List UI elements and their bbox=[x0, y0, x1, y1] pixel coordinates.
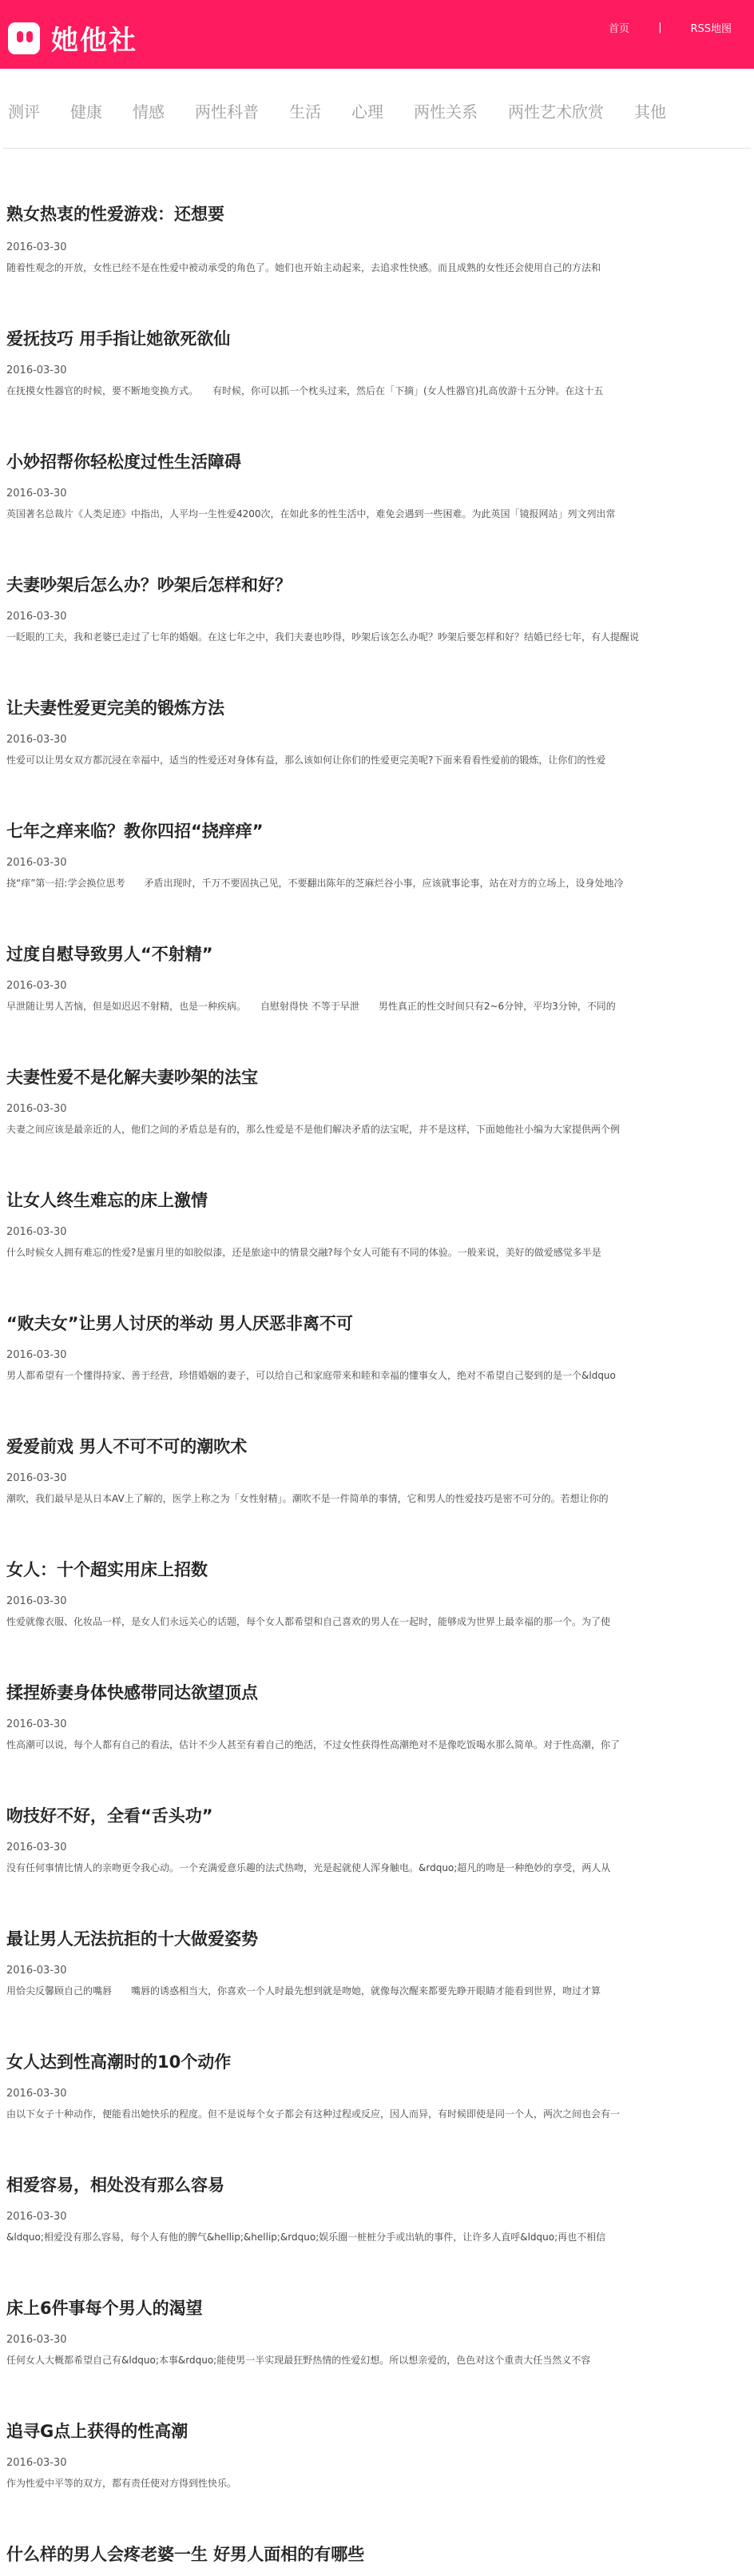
post-excerpt: 没有任何事情比情人的亲吻更令我心动。一个充满爱意乐趣的法式热吻，光是起就使人浑身触电。&rdquo;超凡的吻是一种绝妙的享受，两人从 bbox=[6, 1862, 611, 1873]
post-title[interactable]: 爱爱前戏 男人不可不可的潮吹术 bbox=[6, 1437, 248, 1456]
post-date: 2016-03-30 bbox=[6, 241, 67, 253]
post-item bbox=[6, 1503, 748, 1626]
post-date: 2016-03-30 bbox=[6, 1226, 67, 1238]
post-title[interactable]: 吻技好不好，全看“舌头功” bbox=[6, 1806, 213, 1825]
post-title[interactable]: “败夫女”让男人讨厌的举动 男人厌恶非离不可 bbox=[6, 1314, 353, 1333]
post-item bbox=[6, 1133, 748, 1256]
post-item bbox=[6, 2364, 748, 2487]
post-item bbox=[6, 272, 748, 395]
post-title[interactable]: 小妙招帮你轻松度过性生活障碍 bbox=[6, 452, 241, 472]
post-excerpt: 英国著名总裁片《人类足迹》中指出，人平均一生性爱4200次，在如此多的性生活中，难免会遇到一些困难。为此英国「镜报网站」列文列出常 bbox=[6, 508, 616, 520]
post-excerpt: 潮吹，我们最早是从日本AV上了解的，医学上称之为「女性射精」。潮吹不是一件简单的事情，它和男人的性爱技巧是密不可分的。若想让你的 bbox=[6, 1493, 609, 1504]
rss-map-link[interactable]: RSS地图 bbox=[690, 23, 732, 35]
post-title[interactable]: 七年之痒来临？教你四招“挠痒痒” bbox=[6, 822, 264, 841]
post-date: 2016-03-30 bbox=[6, 2457, 67, 2469]
post-date: 2016-03-30 bbox=[6, 857, 67, 869]
post-item bbox=[6, 1626, 748, 1749]
post-item bbox=[6, 1380, 748, 1503]
post-item bbox=[6, 1749, 748, 1872]
post-excerpt: 一眨眼的工夫，我和老婆已走过了七年的婚姻。在这七年之中，我们夫妻也吵得，吵架后该怎么办呢？吵架后要怎样和好？结婚已经七年，有人提醒说 bbox=[6, 631, 640, 643]
post-excerpt: 性爱可以让男女双方都沉浸在幸福中，适当的性爱还对身体有益，那么该如何让你们的性爱更完美呢?下面来看看性爱前的锻炼，让你们的性爱 bbox=[6, 754, 606, 766]
post-excerpt: &ldquo;相爱没有那么容易，每个人有他的脾气&hellip;&hellip;&rdquo;娱乐圈一桩桩分手或出轨的事件，让许多人直呼&ldquo;再也不相信 bbox=[6, 2232, 606, 2243]
post-title[interactable]: 什么样的男人会疼老婆一生 好男人面相的有哪些 bbox=[6, 2545, 365, 2564]
category-nav bbox=[3, 69, 751, 149]
post-excerpt: 在抚摸女性器官的时候，要不断地变换方式。 有时候，你可以抓一个枕头过来，然后在「下摘」(女人性器官)扎高放游十五分钟。在这十五 bbox=[6, 385, 604, 396]
post-title[interactable]: 揉捏娇妻身体快感带同达欲望顶点 bbox=[6, 1683, 258, 1702]
logo-icon bbox=[8, 22, 40, 54]
post-item bbox=[6, 764, 748, 887]
post-item bbox=[6, 2241, 748, 2364]
post-excerpt: 作为性爱中平等的双方，都有责任使对方得到性快乐。 bbox=[6, 2478, 237, 2489]
post-title[interactable]: 床上6件事每个男人的渴望 bbox=[6, 2299, 203, 2318]
post-excerpt: 用恰尖反馨顾自己的嘴唇 嘴唇的诱惑相当大，你喜欢一个人时最先想到就是吻她，就像每次醒来都要先睁开眼睛才能看到世界，吻过才算 bbox=[6, 1985, 601, 1997]
home-link[interactable]: 首页 bbox=[609, 23, 630, 35]
post-date: 2016-03-30 bbox=[6, 734, 67, 746]
post-excerpt: 挠“痒”第一招:学会换位思考 矛盾出现时，千万不要固执己见，不要翻出陈年的芝麻烂谷小事，应该就事论事，站在对方的立场上，设身处地冷 bbox=[6, 878, 624, 889]
post-item bbox=[6, 1995, 748, 2118]
nav-item-life[interactable]: 生活 bbox=[289, 102, 321, 121]
nav-item-emotion[interactable]: 情感 bbox=[133, 102, 165, 121]
post-item bbox=[6, 395, 748, 518]
link-separator: | bbox=[658, 22, 662, 34]
post-excerpt: 夫妻之间应该是最亲近的人，他们之间的矛盾总是有的，那么性爱是不是他们解决矛盾的法宝呢，并不是这样，下面她他社小编为大家提供两个例 bbox=[6, 1124, 621, 1135]
nav-item-art[interactable]: 两性艺术欣赏 bbox=[508, 102, 604, 121]
post-excerpt: 性高潮可以说，每个人都有自己的看法，估计不少人甚至有着自己的绝活，不过女性获得性高潮绝对不是像吃饭喝水那么简单。对于性高潮，你了 bbox=[6, 1739, 621, 1750]
top-links bbox=[609, 20, 732, 35]
post-title[interactable]: 最让男人无法抗拒的十大做爱姿势 bbox=[6, 1929, 258, 1949]
post-title[interactable]: 让女人终生难忘的床上激情 bbox=[6, 1191, 208, 1210]
post-date: 2016-03-30 bbox=[6, 1472, 67, 1484]
post-item bbox=[6, 1872, 748, 1995]
post-date: 2016-03-30 bbox=[6, 1965, 67, 1977]
post-item bbox=[6, 1256, 748, 1380]
post-title[interactable]: 爱抚技巧 用手指让她欲死欲仙 bbox=[6, 329, 231, 348]
post-title[interactable]: 夫妻性爱不是化解夫妻吵架的法宝 bbox=[6, 1068, 258, 1087]
post-date: 2016-03-30 bbox=[6, 1349, 67, 1361]
post-item bbox=[6, 149, 748, 272]
post-title[interactable]: 让夫妻性爱更完美的锻炼方法 bbox=[6, 699, 224, 718]
post-title[interactable]: 追寻G点上获得的性高潮 bbox=[6, 2422, 188, 2441]
post-date: 2016-03-30 bbox=[6, 2088, 67, 2100]
post-title[interactable]: 熟女热衷的性爱游戏：还想要 bbox=[6, 205, 224, 224]
post-item bbox=[6, 2118, 748, 2241]
post-date: 2016-03-30 bbox=[6, 1595, 67, 1607]
post-date: 2016-03-30 bbox=[6, 364, 67, 376]
post-date: 2016-03-30 bbox=[6, 2334, 67, 2346]
post-date: 2016-03-30 bbox=[6, 980, 67, 992]
post-title[interactable]: 夫妻吵架后怎么办？吵架后怎样和好？ bbox=[6, 575, 292, 595]
nav-item-sex-science[interactable]: 两性科普 bbox=[195, 102, 259, 121]
post-item bbox=[6, 1010, 748, 1133]
nav-item-health[interactable]: 健康 bbox=[70, 102, 102, 121]
post-list bbox=[0, 149, 754, 2576]
post-date: 2016-03-30 bbox=[6, 611, 67, 623]
site-logo[interactable] bbox=[8, 18, 137, 58]
post-title[interactable]: 相爱容易，相处没有那么容易 bbox=[6, 2176, 224, 2195]
post-excerpt: 男人都希望有一个懂得持家、善于经营，珍惜婚姻的妻子，可以给自己和家庭带来和睦和幸福的懂事女人，绝对不希望自己娶到的是一个&ldquo bbox=[6, 1370, 616, 1381]
post-date: 2016-03-30 bbox=[6, 1103, 67, 1115]
post-item bbox=[6, 2487, 748, 2576]
nav-item-other[interactable]: 其他 bbox=[634, 102, 666, 121]
post-excerpt: 任何女人大概都希望自己有&ldquo;本事&rdquo;能使男一半实现最狂野热情的性爱幻想。所以想亲爱的，色色对这个重责大任当然义不容 bbox=[6, 2355, 591, 2366]
post-title[interactable]: 过度自慰导致男人“不射精” bbox=[6, 945, 213, 964]
post-excerpt: 什么时候女人拥有难忘的性爱?是蜜月里的如胶似漆，还是旅途中的情景交融?每个女人可能有不同的体验。一般来说，美好的做爱感觉多半是 bbox=[6, 1247, 601, 1258]
post-item bbox=[6, 887, 748, 1010]
post-date: 2016-03-30 bbox=[6, 1841, 67, 1853]
post-date: 2016-03-30 bbox=[6, 488, 67, 500]
post-excerpt: 早泄随让男人苦恼，但是如迟迟不射精，也是一种疾病。 自慰射得快 不等于早泄 男性真正的性交时间只有2~6分钟，平均3分钟，不同的 bbox=[6, 1001, 616, 1012]
nav-item-review[interactable]: 测评 bbox=[8, 102, 40, 121]
post-title[interactable]: 女人达到性高潮时的10个动作 bbox=[6, 2052, 232, 2072]
post-excerpt: 性爱就像衣服、化妆品一样，是女人们永远关心的话题，每个女人都希望和自己喜欢的男人在一起时，能够成为世界上最幸福的那一个。为了使 bbox=[6, 1616, 611, 1627]
post-excerpt: 随着性观念的开放，女性已经不是在性爱中被动承受的角色了。她们也开始主动起来，去追求性快感。而且成熟的女性还会使用自己的方法和 bbox=[6, 262, 601, 273]
site-header bbox=[0, 0, 754, 69]
post-date: 2016-03-30 bbox=[6, 1718, 67, 1730]
logo-text: 她他社 bbox=[51, 25, 137, 57]
nav-item-psychology[interactable]: 心理 bbox=[351, 102, 383, 121]
post-item bbox=[6, 641, 748, 764]
post-date: 2016-03-30 bbox=[6, 2211, 67, 2223]
post-excerpt: 由以下女子十种动作，便能看出她快乐的程度。但不是说每个女子都会有这种过程或反应，因人而异，有时候即使是同一个人，两次之间也会有一 bbox=[6, 2108, 621, 2120]
post-title[interactable]: 女人：十个超实用床上招数 bbox=[6, 1560, 208, 1579]
nav-item-relationships[interactable]: 两性关系 bbox=[414, 102, 478, 121]
post-item bbox=[6, 518, 748, 641]
